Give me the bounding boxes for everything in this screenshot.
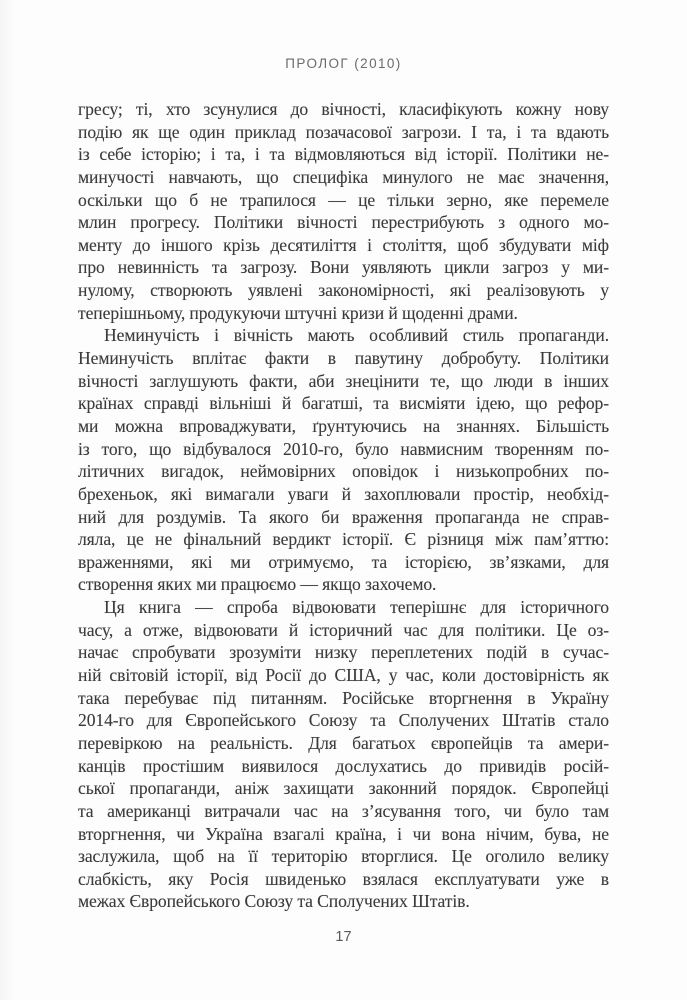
text-line: млин прогресу. Політики вічності перестрибують з одного мо- [78, 212, 609, 233]
text-line: ній світовій історії, від Росії до США, у час, коли достовірність як [78, 665, 609, 686]
text-line: враженнями, які ми отримуємо, та історією, зв’язками, для [78, 551, 609, 572]
text-line: літичних вигадок, неймовірних оповідок і низькопробних по- [78, 461, 609, 482]
text-line: із себе історію; і та, і та відмовляються від історії. Політики не- [78, 144, 609, 165]
text-line: створення яких ми працюємо — якщо захочемо. [78, 574, 437, 595]
text-line: часу, а отже, відвоювати й історичний час для політики. Це оз- [78, 619, 609, 640]
text-line: країнах справді вільніші й багатші, та висміяти ідею, що рефор- [78, 393, 609, 414]
text-line: ської пропаганди, аніж захищати законний порядок. Європейці [78, 778, 609, 799]
text-line: Неминучість і вічність мають особливий стиль пропаганди. [104, 325, 609, 346]
running-header: ПРОЛОГ (2010) [285, 56, 402, 71]
text-line: начає спробувати зрозуміти низку переплетених подій в сучас- [78, 642, 609, 663]
text-line: ми можна впроваджувати, ґрунтуючись на знаннях. Більшість [78, 415, 609, 436]
text-line: Ця книга — спроба відвоювати теперішнє для історичного [104, 597, 609, 618]
text-line: про невинність та загрозу. Вони уявляють цикли загроз у ми- [78, 257, 609, 278]
text-line: нулому, створюють уявлені закономірності, які реалізовують у [78, 280, 609, 301]
text-line: та американці витрачали час на з’ясування того, чи було там [78, 800, 609, 821]
text-line: минучості навчають, що специфіка минулого не має значення, [78, 166, 609, 187]
text-line: гресу; ті, хто зсунулися до вічності, класифікують кожну нову [78, 99, 609, 119]
text-line: заслужила, щоб на її територію вторглися. Це оголило велику [78, 846, 609, 867]
text-line: оскільки що б не трапилося — це тільки зерно, яке перемеле [78, 189, 609, 210]
text-line: перевіркою на реальність. Для багатьох європейців та амери- [78, 732, 609, 753]
text-line: ний для роздумів. Та якого би враження пропаганда не справ- [78, 506, 609, 527]
text-line: Неминучість вплітає факти в павутину добробуту. Політики [78, 348, 609, 369]
text-line: теперішньому, продукуючи штучні кризи й щоденні драми. [78, 302, 518, 323]
text-line: подію як ще один приклад позачасової загрози. І та, і та вдають [78, 121, 609, 142]
text-line: межах Європейського Союзу та Сполучених Штатів. [78, 891, 470, 912]
body-text [78, 98, 609, 913]
page-number: 17 [335, 929, 352, 945]
text-line: ляла, це не фінальний вердикт історії. Є різниця між пам’яттю: [78, 529, 609, 550]
text-line: із того, що відбувалося 2010-го, було навмисним творенням по- [78, 438, 609, 459]
text-line: вічності заглушують факти, аби знецінити те, що люди в інших [78, 370, 609, 391]
text-line: вторгнення, чи Україна взагалі країна, і чи вона нічим, бува, не [78, 823, 609, 844]
text-line: слабкість, яку Росія швиденько взялася експлуатувати уже в [78, 868, 609, 889]
text-line: 2014-го для Європейського Союзу та Сполучених Штатів стало [78, 710, 609, 731]
text-line: канців простішим виявилося дослухатись до привидів росій- [78, 755, 609, 776]
text-line: така перебуває під питанням. Російське вторгнення в Україну [78, 687, 609, 708]
text-line: брехеньок, які вимагали уваги й захоплювали простір, необхід- [78, 483, 609, 504]
text-line: менту до іншого крізь десятиліття і століття, щоб збудувати міф [78, 234, 609, 255]
